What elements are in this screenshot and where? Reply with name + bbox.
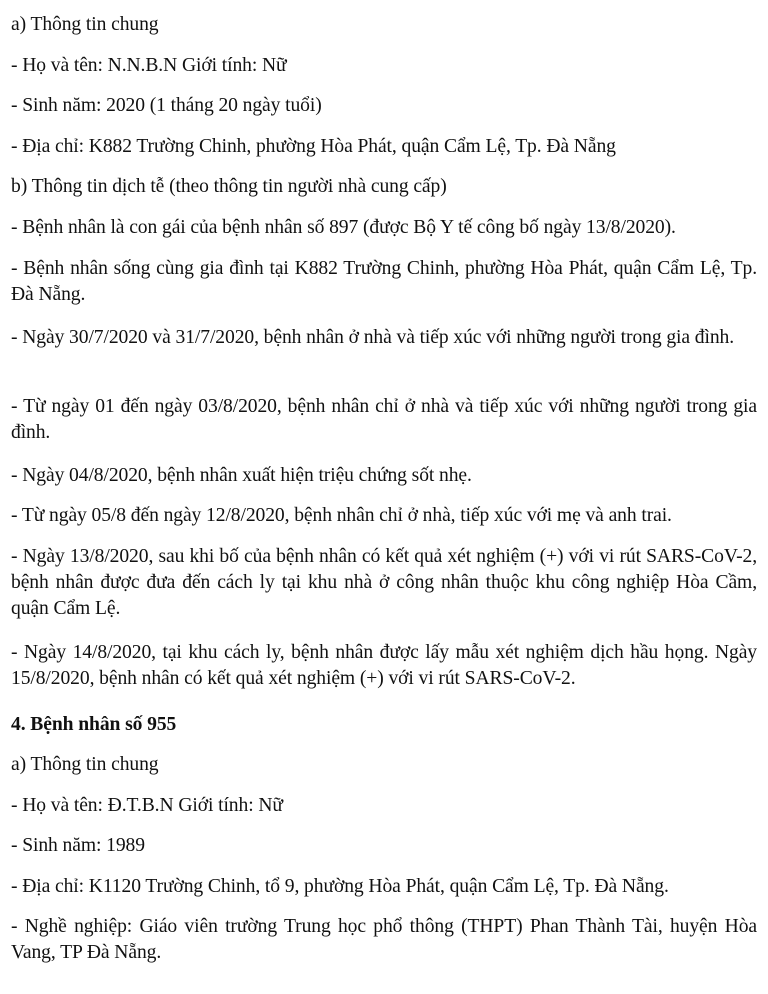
epidemiology-item: - Từ ngày 05/8 đến ngày 12/8/2020, bệnh nhân chỉ ở nhà, tiếp xúc với mẹ và anh trai. — [11, 505, 672, 526]
epidemiology-item: - Bệnh nhân là con gái của bệnh nhân số 897 (được Bộ Y tế công bố ngày 13/8/2020). — [11, 217, 676, 238]
patient-section-title: 4. Bệnh nhân số 955 — [11, 714, 177, 735]
section-heading-general-info: a) Thông tin chung — [11, 14, 159, 35]
epidemiology-item: - Ngày 30/7/2020 và 31/7/2020, bệnh nhân ở nhà và tiếp xúc với những người trong gia đình. — [11, 327, 735, 348]
epidemiology-item: - Từ ngày 01 đến ngày 03/8/2020, bệnh nhân chỉ ở nhà và tiếp xúc với những người trong gia đình. — [11, 396, 757, 443]
patient-name-gender: - Họ và tên: Đ.T.B.N Giới tính: Nữ — [11, 795, 283, 816]
epidemiology-item: - Bệnh nhân sống cùng gia đình tại K882 Trường Chinh, phường Hòa Phát, quận Cẩm Lệ, Tp. Đà Nẵng. — [11, 258, 757, 305]
section-heading-epidemiology: b) Thông tin dịch tễ (theo thông tin người nhà cung cấp) — [11, 176, 447, 197]
patient-birth-year: - Sinh năm: 1989 — [11, 835, 145, 856]
epidemiology-item: - Ngày 04/8/2020, bệnh nhân xuất hiện triệu chứng sốt nhẹ. — [11, 465, 472, 486]
patient-occupation: - Nghề nghiệp: Giáo viên trường Trung học phổ thông (THPT) Phan Thành Tài, huyện Hòa Vang, TP Đà Nẵng. — [11, 916, 757, 963]
patient-name-gender: - Họ và tên: N.N.B.N Giới tính: Nữ — [11, 55, 287, 76]
patient-address: - Địa chỉ: K882 Trường Chinh, phường Hòa Phát, quận Cẩm Lệ, Tp. Đà Nẵng — [11, 136, 616, 157]
patient-address: - Địa chỉ: K1120 Trường Chinh, tổ 9, phường Hòa Phát, quận Cẩm Lệ, Tp. Đà Nẵng. — [11, 876, 669, 897]
epidemiology-item: - Ngày 13/8/2020, sau khi bố của bệnh nhân có kết quả xét nghiệm (+) với vi rút SARS-CoV-2, bệnh nhân được đưa đến cách ly tại khu nhà ở công nhân thuộc khu công nghiệp Hòa Cầm, quận Cẩm Lệ. — [11, 546, 757, 619]
epidemiology-item: - Ngày 14/8/2020, tại khu cách ly, bệnh nhân được lấy mẫu xét nghiệm dịch hầu họng. Ngày 15/8/2020, bệnh nhân có kết quả xét nghiệm (+) với vi rút SARS-CoV-2. — [11, 642, 757, 689]
section-heading-general-info: a) Thông tin chung — [11, 754, 159, 775]
patient-birth-year: - Sinh năm: 2020 (1 tháng 20 ngày tuổi) — [11, 95, 322, 116]
